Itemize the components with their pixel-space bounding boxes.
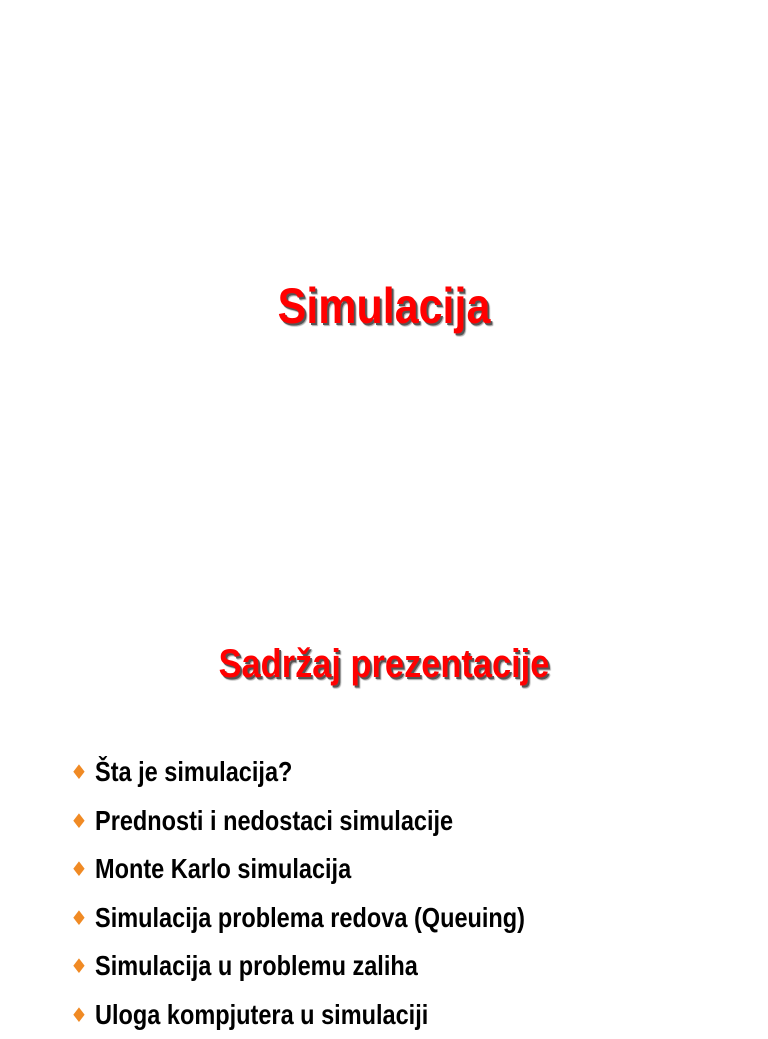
list-item [70,991,607,1039]
list-item-text: Prednosti i nedostaci simulacije [95,805,453,837]
diamond-bullet-icon: ♦ [70,809,95,833]
slide-title: Simulacija [54,276,714,336]
diamond-bullet-icon: ♦ [70,760,95,784]
agenda-list [70,748,607,1039]
list-item [70,845,607,894]
list-item [70,748,607,797]
list-item-text: Simulacija u problemu zaliha [95,950,418,982]
diamond-bullet-icon: ♦ [70,906,95,930]
list-item-text: Simulacija problema redova (Queuing) [95,902,525,934]
diamond-bullet-icon: ♦ [70,954,95,978]
slide-title: Sadržaj prezentacije [54,640,714,688]
list-item-text: Šta je simulacija? [95,756,292,788]
list-item [70,942,607,991]
list-item-text: Monte Karlo simulacija [95,853,351,885]
diamond-bullet-icon: ♦ [70,1003,95,1027]
list-item-text: Uloga kompjutera u simulaciji [95,999,428,1031]
list-item [70,894,607,943]
diamond-bullet-icon: ♦ [70,857,95,881]
list-item [70,797,607,846]
